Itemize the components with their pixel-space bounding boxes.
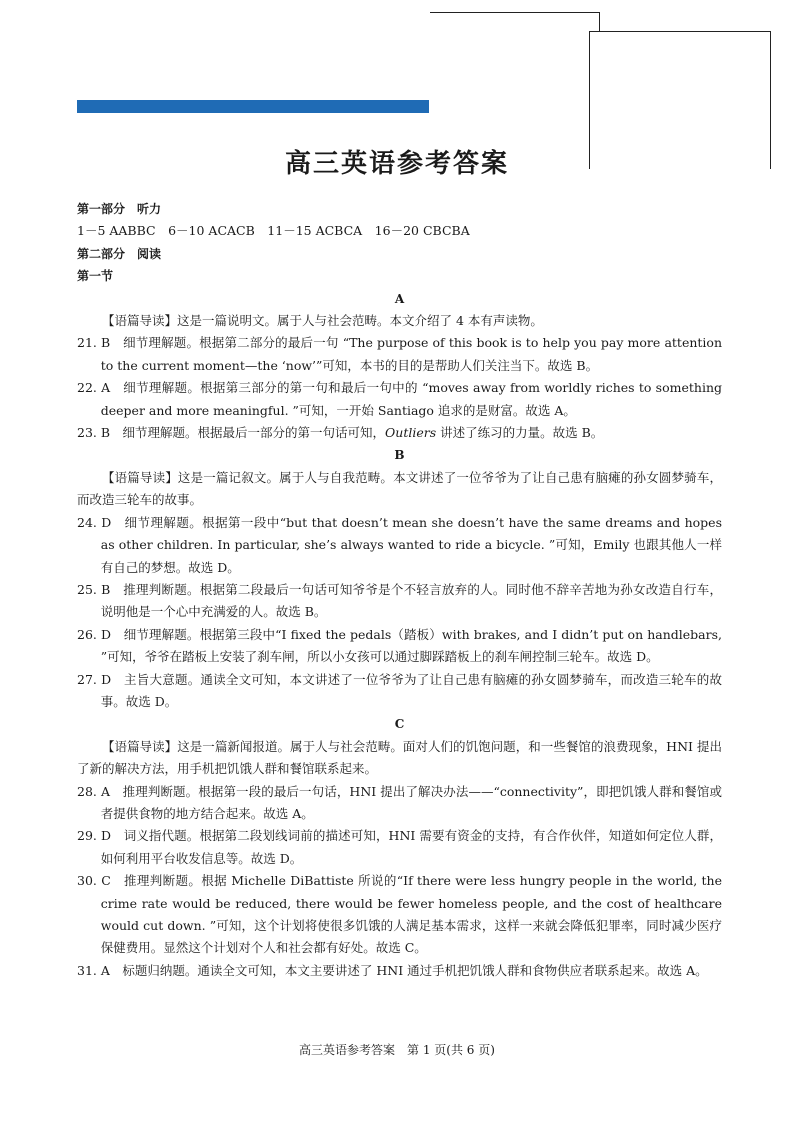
answer-28: 28. A 推理判断题。根据第一段的最后一句话，HNI 提出了解决办法——“connectivity”，即把饥饿人群和餐馆或者提供食物的地方结合起来。故选 A。 bbox=[77, 783, 722, 821]
answer-23-book-title: Outliers bbox=[385, 425, 437, 441]
answer-31: 31. A 标题归纳题。通读全文可知，本文主要讲述了 HNI 通过手机把饥饿人群和食物供应者联系起来。故选 A。 bbox=[77, 962, 708, 978]
page-title: 高三英语参考答案 bbox=[284, 149, 509, 179]
answer-29: 29. D 词义指代题。根据第二段划线词前的描述可知，HNI 需要有资金的支持，有合作伙伴，知道如何定位人群，如何利用平台收发信息等。故选 D。 bbox=[77, 828, 722, 866]
passage-a-guide: 【语篇导读】这是一篇说明文。属于人与社会范畴。本文介绍了 4 本有声读物。 bbox=[102, 313, 543, 329]
listening-answers: 1－5 AABBC 6－10 ACACB 11－15 ACBCA 16－20 CBCBA bbox=[77, 223, 470, 239]
answer-30: 30. C 推理判断题。根据 Michelle DiBattiste 所说的“If there were less hungry people in the world, the crime rate would be reduced, there would be fewer homeless people, and the cost of healthcare would cut down. ”可知，这个计划将使很多饥饿的人满足基本需求，这样一来就会降低犯罪率，同时减少医疗保健费用。显然这个计划对个人和社会都有好处。故选 C。 bbox=[77, 873, 722, 956]
answer-23-post: 讲述了练习的力量。故选 B。 bbox=[436, 425, 604, 441]
part2-heading: 第二部分 阅读 bbox=[77, 246, 162, 261]
corner-frame-vertical-line bbox=[599, 12, 600, 32]
page-footer: 高三英语参考答案 第 1 页(共 6 页) bbox=[299, 1043, 495, 1057]
answer-27: 27. D 主旨大意题。通读全文可知，本文讲述了一位爷爷为了让自己患有脑瘫的孙女圆梦骑车，而改造三轮车的故事。故选 D。 bbox=[77, 671, 722, 709]
section-heading: 第一节 bbox=[77, 269, 114, 284]
answer-24: 24. D 细节理解题。根据第一段中“but that doesn’t mean she doesn’t have the same dreams and hopes as other children. In particular, she’s always wanted to ride a bicycle. ”可知，Emily 也跟其他人一样有自己的梦想。故选 D。 bbox=[77, 514, 722, 575]
header-accent-bar bbox=[77, 100, 429, 113]
passage-b-label: B bbox=[394, 448, 405, 463]
corner-frame-top-line bbox=[430, 12, 600, 13]
passage-b-guide: 【语篇导读】这是一篇记叙文。属于人与自我范畴。本文讲述了一位爷爷为了让自己患有脑瘫的孙女圆梦骑车，而改造三轮车的故事。 bbox=[77, 469, 722, 508]
answer-23 bbox=[77, 422, 722, 444]
passage-c-label: C bbox=[394, 717, 405, 732]
passage-c-guide: 【语篇导读】这是一篇新闻报道。属于人与社会范畴。面对人们的饥饱问题，和一些餐馆的浪费现象，HNI 提出了新的解决方法，用手机把饥饿人群和餐馆联系起来。 bbox=[77, 738, 722, 777]
answer-21: 21. B 细节理解题。根据第二部分的最后一句 “The purpose of this book is to help you pay more attention to the current moment—the ‘now’”可知，本书的目的是帮助人们关注当下。故选 B。 bbox=[77, 335, 722, 373]
passage-a-label: A bbox=[394, 291, 405, 306]
answer-22: 22. A 细节理解题。根据第三部分的第一句和最后一句中的 “moves away from worldly riches to something deeper and more meaningful. ”可知，一开始 Santiago 追求的是财富。故选 A。 bbox=[77, 380, 722, 418]
answer-content bbox=[77, 198, 722, 982]
answer-25: 25. B 推理判断题。根据第二段最后一句话可知爷爷是个不轻言放弃的人。同时他不辞辛苦地为孙女改造自行车，说明他是一个心中充满爱的人。故选 B。 bbox=[77, 581, 722, 620]
answer-26: 26. D 细节理解题。根据第三段中“I fixed the pedals（踏板）with brakes, and I didn’t put on handlebars, ”可知，爷爷在踏板上安装了刹车闸，所以小女孩可以通过脚踩踏板上的刹车闸控制三轮车。故选 D。 bbox=[77, 626, 722, 665]
part1-heading: 第一部分 听力 bbox=[77, 202, 162, 216]
answer-23-pre: 23. B 细节理解题。根据最后一部分的第一句话可知， bbox=[77, 425, 386, 441]
